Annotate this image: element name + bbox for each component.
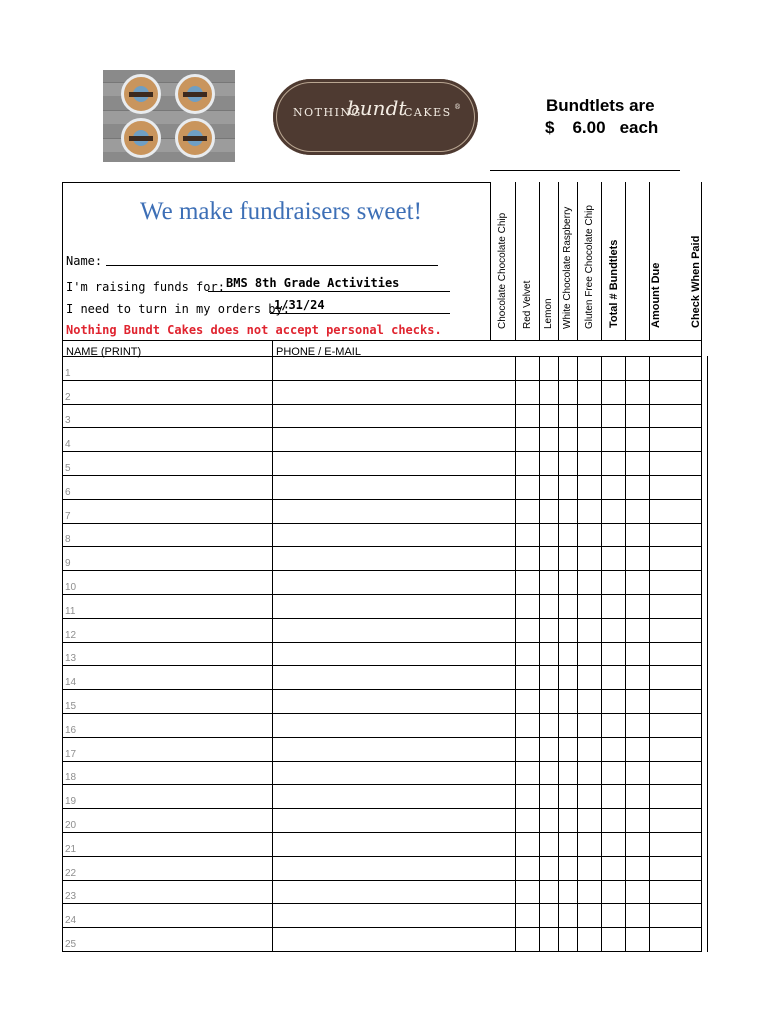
table-row[interactable] — [62, 784, 702, 808]
table-row[interactable] — [62, 523, 702, 547]
col-header-red-velvet: Red Velvet — [515, 182, 539, 340]
col-header-gluten-free-chocolate-chip: Gluten Free Chocolate Chip — [577, 182, 601, 340]
price-value: 6.00 — [572, 118, 606, 137]
table-row[interactable] — [62, 689, 702, 713]
col-header-chocolate-chocolate-chip: Chocolate Chocolate Chip — [490, 182, 515, 340]
row-number: 18 — [65, 772, 77, 784]
col-header-total-bundtlets: Total # Bundtlets — [601, 182, 625, 340]
table-row[interactable] — [62, 427, 702, 451]
name-field[interactable] — [106, 265, 438, 266]
row-number: 25 — [65, 938, 77, 950]
price-line — [545, 118, 658, 138]
table-row[interactable] — [62, 475, 702, 499]
col-header-check-when-paid: Check When Paid — [649, 182, 702, 340]
raising-value: BMS 8th Grade Activities — [226, 276, 400, 290]
col-header-white-chocolate-raspberry: White Chocolate Raspberry — [558, 182, 577, 340]
table-row[interactable] — [62, 356, 702, 380]
grid-line — [625, 356, 626, 952]
row-number: 12 — [65, 629, 77, 641]
nothing-bundt-cakes-logo: NOTHING bundt CAKES ® — [273, 79, 478, 155]
row-number: 6 — [65, 486, 71, 498]
price-heading: Bundtlets are — [546, 96, 655, 115]
row-number: 8 — [65, 534, 71, 546]
row-number: 16 — [65, 724, 77, 736]
grid-line — [649, 356, 650, 952]
headline: We make fundraisers sweet! — [140, 198, 422, 225]
table-row[interactable] — [62, 594, 702, 618]
grid-line — [601, 356, 602, 952]
price-divider — [490, 170, 680, 171]
row-number: 13 — [65, 653, 77, 665]
table-row[interactable] — [62, 546, 702, 570]
row-number: 2 — [65, 391, 71, 403]
price-unit: each — [619, 118, 659, 137]
table-row[interactable] — [62, 832, 702, 856]
row-number: 21 — [65, 843, 77, 855]
table-row[interactable] — [62, 404, 702, 428]
row-number: 19 — [65, 796, 77, 808]
table-row[interactable] — [62, 761, 702, 785]
table-row[interactable] — [62, 570, 702, 594]
table-row[interactable] — [62, 856, 702, 880]
due-date-value: 1/31/24 — [274, 298, 325, 312]
price-currency: $ — [545, 118, 555, 137]
row-number: 11 — [65, 605, 76, 617]
row-number: 5 — [65, 462, 71, 474]
row-number: 1 — [65, 367, 71, 379]
row-number: 20 — [65, 819, 77, 831]
row-number: 24 — [65, 915, 77, 927]
grid-line — [539, 356, 540, 952]
grid-line — [577, 356, 578, 952]
table-row[interactable] — [62, 808, 702, 832]
table-row[interactable] — [62, 499, 702, 523]
col-header-name: NAME (PRINT) — [66, 346, 142, 358]
grid-line — [558, 356, 559, 952]
due-date-label: I need to turn in my orders by: — [66, 302, 290, 316]
row-number: 3 — [65, 415, 71, 427]
row-number: 10 — [65, 581, 77, 593]
bundtlets-photo — [103, 70, 235, 162]
name-label: Name: — [66, 254, 103, 268]
table-row[interactable] — [62, 380, 702, 404]
col-header-phone-email: PHONE / E-MAIL — [276, 346, 361, 358]
row-number: 4 — [65, 439, 71, 451]
row-number: 14 — [65, 677, 77, 689]
table-row[interactable] — [62, 927, 702, 951]
grid-line — [272, 340, 273, 952]
table-row[interactable] — [62, 903, 702, 927]
table-header-row — [62, 340, 702, 356]
grid-line — [707, 356, 708, 952]
row-number: 22 — [65, 867, 77, 879]
raising-label: I'm raising funds for: — [66, 280, 225, 294]
col-header-amount-due: Amount Due — [625, 182, 649, 340]
table-row[interactable] — [62, 642, 702, 666]
row-number: 7 — [65, 510, 71, 522]
row-number: 17 — [65, 748, 77, 760]
raising-field[interactable] — [208, 291, 450, 292]
table-row[interactable] — [62, 737, 702, 761]
col-header-lemon: Lemon — [539, 182, 558, 340]
table-row[interactable] — [62, 713, 702, 737]
grid-line — [515, 356, 516, 952]
row-number: 23 — [65, 891, 77, 903]
row-number: 9 — [65, 558, 71, 570]
table-row[interactable] — [62, 665, 702, 689]
due-date-field[interactable] — [270, 313, 450, 314]
no-personal-checks-notice: Nothing Bundt Cakes does not accept personal checks. — [66, 323, 442, 337]
row-number: 15 — [65, 700, 77, 712]
table-row[interactable] — [62, 880, 702, 904]
table-row[interactable] — [62, 618, 702, 642]
form-top-border — [62, 182, 490, 183]
table-row[interactable] — [62, 451, 702, 475]
